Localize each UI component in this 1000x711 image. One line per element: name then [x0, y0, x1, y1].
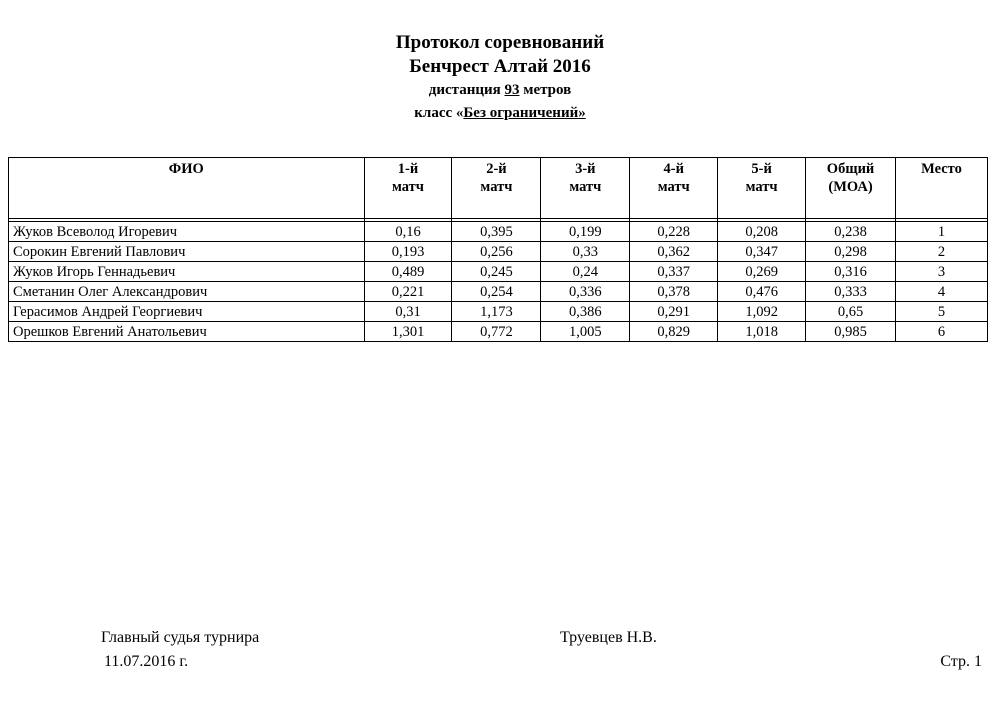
distance-prefix: дистанция [428, 82, 505, 98]
results-table [8, 157, 988, 342]
cell-match-3: 0,199 [541, 222, 630, 242]
class-line [0, 102, 1000, 125]
table-row [9, 302, 988, 322]
cell-match-1: 0,16 [364, 222, 452, 242]
distance-suffix: метров [519, 82, 572, 98]
column-header-match-4: 4-й матч [630, 158, 718, 219]
cell-total-moa: 0,316 [806, 262, 896, 282]
table-header-row [9, 158, 988, 219]
event-name: Бенчрест Алтай 2016 [409, 56, 591, 77]
cell-match-5: 0,347 [718, 242, 806, 262]
cell-match-4: 0,337 [630, 262, 718, 282]
table-row [9, 222, 988, 242]
judge-name: Труевцев Н.В. [560, 629, 657, 646]
cell-total-moa: 0,985 [806, 322, 896, 342]
cell-place: 1 [896, 222, 988, 242]
judge-label: Главный судья турнира [101, 629, 260, 646]
cell-match-4: 0,829 [630, 322, 718, 342]
cell-total-moa: 0,65 [806, 302, 896, 322]
table-row [9, 262, 988, 282]
cell-name: Жуков Игорь Геннадьевич [9, 262, 365, 282]
cell-match-5: 0,208 [718, 222, 806, 242]
cell-match-5: 1,018 [718, 322, 806, 342]
table-row [9, 322, 988, 342]
cell-match-4: 0,362 [630, 242, 718, 262]
page-number: Стр. 1 [940, 653, 982, 670]
class-value: Без ограничений [463, 105, 579, 121]
document-date: 11.07.2016 г. [104, 653, 189, 670]
cell-match-2: 0,772 [452, 322, 541, 342]
cell-total-moa: 0,298 [806, 242, 896, 262]
class-suffix: » [578, 105, 586, 121]
cell-match-1: 0,193 [364, 242, 452, 262]
cell-total-moa: 0,333 [806, 282, 896, 302]
column-header-match-5: 5-й матч [718, 158, 806, 219]
column-header-match-2: 2-й матч [452, 158, 541, 219]
cell-match-5: 0,476 [718, 282, 806, 302]
cell-match-1: 0,221 [364, 282, 452, 302]
cell-match-1: 1,301 [364, 322, 452, 342]
cell-place: 4 [896, 282, 988, 302]
column-header-total-moa: Общий (МОА) [806, 158, 896, 219]
document-title: Протокол соревнований [395, 32, 605, 53]
cell-match-4: 0,378 [630, 282, 718, 302]
cell-match-3: 0,24 [541, 262, 630, 282]
cell-match-2: 1,173 [452, 302, 541, 322]
cell-name: Герасимов Андрей Георгиевич [9, 302, 365, 322]
cell-match-3: 0,33 [541, 242, 630, 262]
cell-place: 5 [896, 302, 988, 322]
cell-match-2: 0,395 [452, 222, 541, 242]
cell-match-3: 0,336 [541, 282, 630, 302]
column-header-name: ФИО [9, 158, 365, 219]
document-header [0, 31, 1000, 125]
cell-match-5: 0,269 [718, 262, 806, 282]
column-header-match-1: 1-й матч [364, 158, 452, 219]
table-row [9, 242, 988, 262]
cell-match-5: 1,092 [718, 302, 806, 322]
cell-place: 3 [896, 262, 988, 282]
column-header-place: Место [896, 158, 988, 219]
distance-value: 93 [504, 82, 520, 98]
cell-place: 6 [896, 322, 988, 342]
cell-match-1: 0,489 [364, 262, 452, 282]
cell-match-1: 0,31 [364, 302, 452, 322]
cell-match-2: 0,256 [452, 242, 541, 262]
class-prefix: класс « [414, 105, 464, 121]
cell-name: Орешков Евгений Анатольевич [9, 322, 365, 342]
table-row [9, 282, 988, 302]
cell-name: Жуков Всеволод Игоревич [9, 222, 365, 242]
cell-match-3: 1,005 [541, 322, 630, 342]
cell-match-3: 0,386 [541, 302, 630, 322]
cell-name: Сметанин Олег Александрович [9, 282, 365, 302]
cell-place: 2 [896, 242, 988, 262]
cell-match-4: 0,228 [630, 222, 718, 242]
distance-line [0, 79, 1000, 102]
cell-name: Сорокин Евгений Павлович [9, 242, 365, 262]
cell-total-moa: 0,238 [806, 222, 896, 242]
cell-match-4: 0,291 [630, 302, 718, 322]
cell-match-2: 0,254 [452, 282, 541, 302]
column-header-match-3: 3-й матч [541, 158, 630, 219]
cell-match-2: 0,245 [452, 262, 541, 282]
